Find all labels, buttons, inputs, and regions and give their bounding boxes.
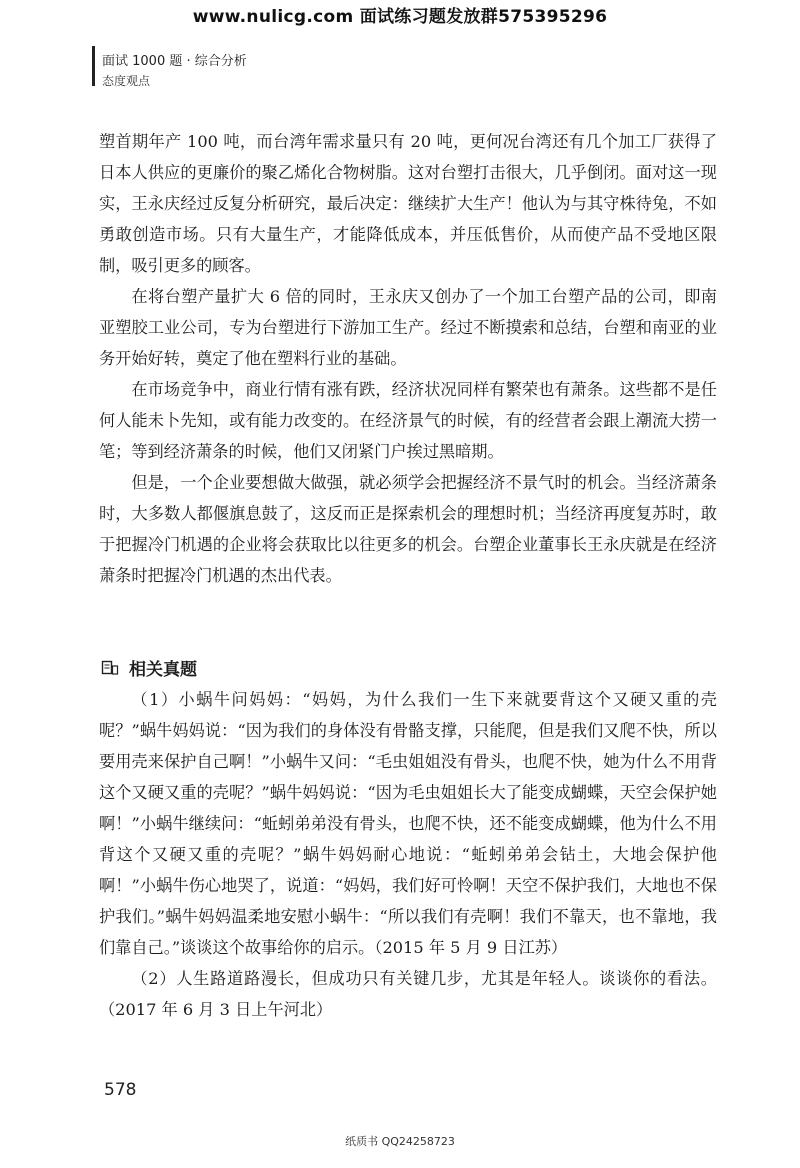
section-title: 态度观点 <box>102 74 151 88</box>
paragraph: 在将台塑产量扩大 6 倍的同时，王永庆又创办了一个加工台塑产品的公司，即南亚塑胶工业公司，专为台塑进行下游加工生产。经过不断摸索和总结，台塑和南亚的业务开始好转，奠定了他在塑料行业的基础。 <box>99 287 717 368</box>
paragraph: 但是，一个企业要想做大做强，就必须学会把握经济不景气时的机会。当经济萧条时，大多数人都偃旗息鼓了，这反而正是探索机会的理想时机；当经济再度复苏时，敢于把握冷门机遇的企业将会获取比以往更多的机会。台塑企业董事长王永庆就是在经济萧条时把握冷门机遇的杰出代表。 <box>99 473 717 585</box>
paragraph: 在市场竞争中，商业行情有涨有跌，经济状况同样有繁荣也有萧条。这些都不是任何人能未卜先知，或有能力改变的。在经济景气的时候，有的经营者会跟上潮流大捞一笔；等到经济萧条的时候，他们又闭紧门户挨过黑暗期。 <box>99 380 717 461</box>
related-heading-label: 相关真题 <box>129 660 197 680</box>
related-questions-heading <box>101 655 197 680</box>
question-item: （2）人生路道路漫长，但成功只有关键几步，尤其是年轻人。谈谈你的看法。（2017 年 6 月 3 日上午河北） <box>99 969 717 1019</box>
book-title: 面试 1000 题 · 综合分析 <box>102 54 247 69</box>
question-item: （1）小蜗牛问妈妈：“妈妈，为什么我们一生下来就要背这个又硬又重的壳呢？”蜗牛妈妈说：“因为我们的身体没有骨骼支撑，只能爬，但是我们又爬不快，所以要用壳来保护自己啊！”小蜗牛又问：“毛虫姐姐没有骨头，也爬不快，她为什么不用背这个又硬又重的壳呢？”蜗牛妈妈说：“因为毛虫姐姐长大了能变成蝴蝶，天空会保护她啊！”小蜗牛继续问：“蚯蚓弟弟没有骨头，也爬不快，还不能变成蝴蝶，他为什么不用背这个又硬又重的壳呢？”蜗牛妈妈耐心地说：“蚯蚓弟弟会钻土，大地会保护他啊！”小蜗牛伤心地哭了，说道：“妈妈，我们好可怜啊！天空不保护我们，大地也不保护我们。”蜗牛妈妈温柔地安慰小蜗牛：“所以我们有壳啊！我们不靠天，也不靠地，我们靠自己。”谈谈这个故事给你的启示。（2015 年 5 月 9 日江苏） <box>99 690 717 957</box>
watermark-banner: www.nulicg.com 面试练习题发放群575395296 <box>192 7 608 27</box>
footer-note: 纸质书 QQ24258723 <box>345 1135 455 1148</box>
article-body <box>99 126 717 591</box>
header-rule <box>92 46 95 86</box>
page-number: 578 <box>104 1080 137 1100</box>
related-questions-list <box>99 684 717 1025</box>
book-marker-icon <box>101 659 119 677</box>
paragraph: 塑首期年产 100 吨，而台湾年需求量只有 20 吨，更何况台湾还有几个加工厂获得了日本人供应的更廉价的聚乙烯化合物树脂。这对台塑打击很大，几乎倒闭。面对这一现实，王永庆经过反复分析研究，最后决定：继续扩大生产！他认为与其守株待兔，不如勇敢创造市场。只有大量生产，才能降低成本，并压低售价，从而使产品不受地区限制，吸引更多的顾客。 <box>99 132 717 275</box>
